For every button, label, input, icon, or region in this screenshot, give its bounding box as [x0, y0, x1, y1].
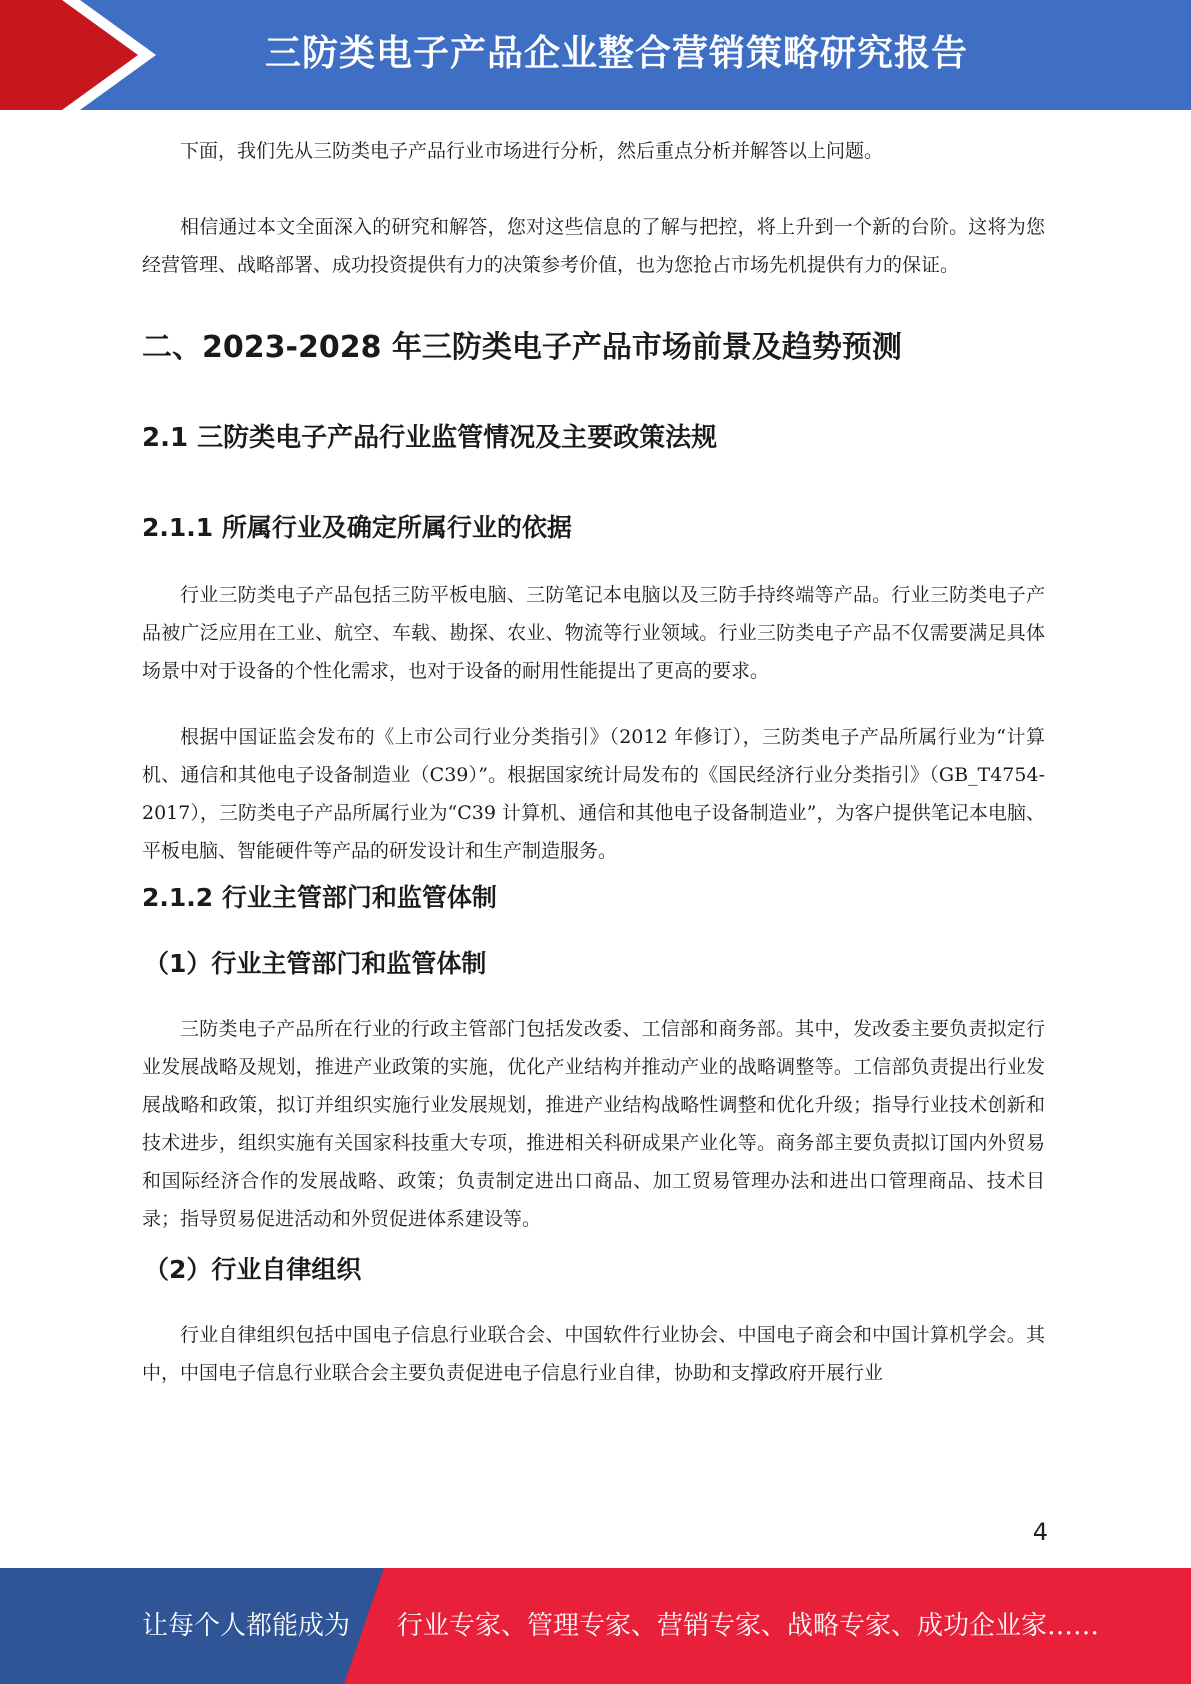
section-heading: 二、2023-2028 年三防类电子产品市场前景及趋势预测 [142, 330, 902, 365]
report-title: 三防类电子产品企业整合营销策略研究报告 [265, 33, 969, 74]
subsection-heading-2-1: 2.1 三防类电子产品行业监管情况及主要政策法规 [142, 423, 718, 453]
item-heading-2: （2）行业自律组织 [144, 1255, 362, 1284]
item-heading-1: （1）行业主管部门和监管体制 [144, 949, 487, 978]
page-footer [0, 1568, 1191, 1684]
subsection-heading-2-1-2: 2.1.2 行业主管部门和监管体制 [142, 883, 497, 912]
paragraph-regulators: 三防类电子产品所在行业的行政主管部门包括发改委、工信部和商务部。其中，发改委主要负责拟定行业发展战略及规划，推进产业政策的实施，优化产业结构并推动产业的战略调整等。工信部负责提出行业发展战略和政策，拟订并组织实施行业发展规划，推进产业结构战略性调整和优化升级；指导行业技术创新和技术进步，组织实施有关国家科技重大专项，推进相关科研成果产业化等。商务部主要负责拟订国内外贸易和国际经济合作的发展战略、政策；负责制定进出口商品、加工贸易管理办法和进出口管理商品、技术目录；指导贸易促进活动和外贸促进体系建设等。 [142, 1018, 1045, 1230]
paragraph-products: 行业三防类电子产品包括三防平板电脑、三防笔记本电脑以及三防手持终端等产品。行业三防类电子产品被广泛应用在工业、航空、车载、勘探、农业、物流等行业领域。行业三防类电子产品不仅需要满足具体场景中对于设备的个性化需求，也对于设备的耐用性能提出了更高的要求。 [142, 584, 1045, 682]
page-number: 4 [1032, 1518, 1048, 1546]
paragraph-value: 相信通过本文全面深入的研究和解答，您对这些信息的了解与把控，将上升到一个新的台阶。这将为您经营管理、战略部署、成功投资提供有力的决策参考价值，也为您抢占市场先机提供有力的保证。 [142, 216, 1045, 276]
header-arrow-graphic [0, 0, 200, 110]
footer-slogan-right: 行业专家、管理专家、营销专家、战略专家、成功企业家…… [397, 1611, 1100, 1641]
paragraph-classification: 根据中国证监会发布的《上市公司行业分类指引》（2012 年修订），三防类电子产品所属行业为“计算机、通信和其他电子设备制造业（C39）”。根据国家统计局发布的《国民经济行业分类指引》（GB_T4754-2017），三防类电子产品所属行业为“C39 计算机、通信和其他电子设备制造业”，为客户提供笔记本电脑、平板电脑、智能硬件等产品的研发设计和生产制造服务。 [142, 726, 1045, 862]
paragraph-intro: 下面，我们先从三防类电子产品行业市场进行分析，然后重点分析并解答以上问题。 [180, 140, 884, 162]
page-header [0, 0, 1191, 110]
subsection-heading-2-1-1: 2.1.1 所属行业及确定所属行业的依据 [142, 513, 572, 542]
paragraph-self-regulation: 行业自律组织包括中国电子信息行业联合会、中国软件行业协会、中国电子商会和中国计算机学会。其中，中国电子信息行业联合会主要负责促进电子信息行业自律，协助和支撑政府开展行业 [142, 1324, 1045, 1384]
page-content [142, 132, 1045, 1392]
footer-slogan-left: 让每个人都能成为 [142, 1611, 351, 1641]
